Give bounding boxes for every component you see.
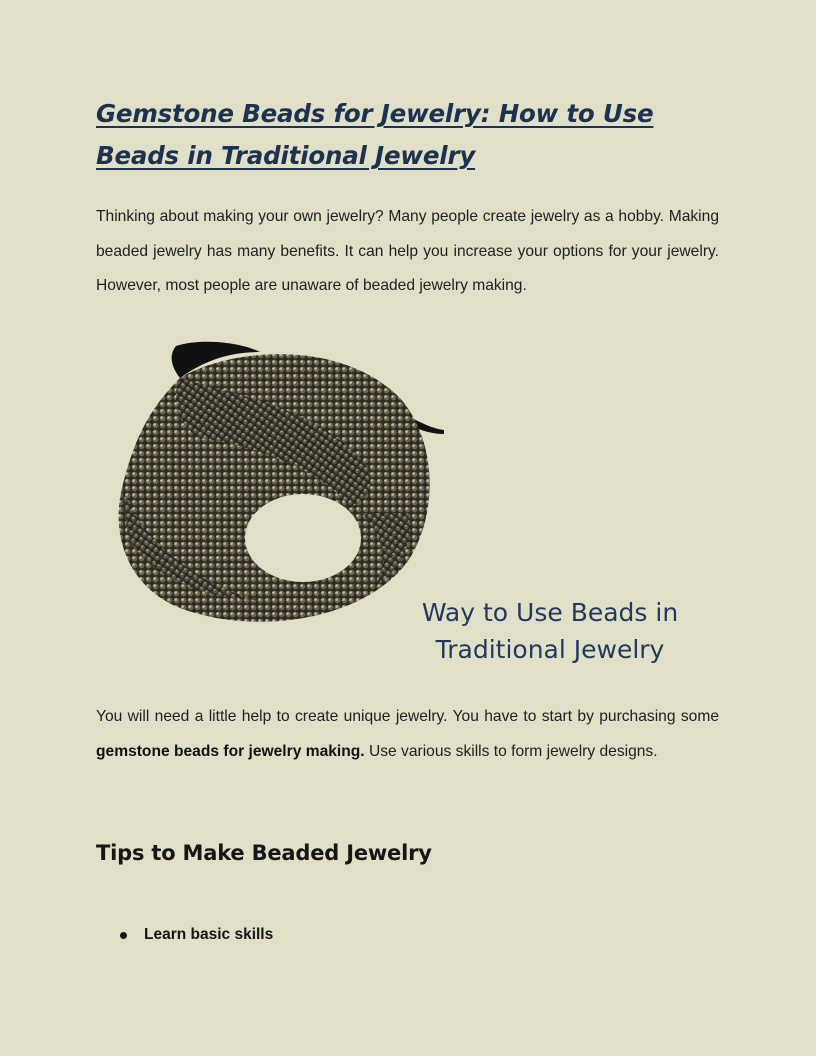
- section-heading: Tips to Make Beaded Jewelry: [96, 841, 432, 865]
- bullet-icon: [120, 932, 127, 939]
- bead-coil-outer: [119, 354, 430, 622]
- page-title: Gemstone Beads for Jewelry: How to Use Beads in Traditional Jewelry: [96, 99, 654, 170]
- bead-coil-hole: [245, 494, 361, 582]
- image-caption-line-2: Traditional Jewelry: [435, 635, 665, 664]
- body-text-tail: Use various skills to form jewelry designs.: [364, 742, 658, 760]
- image-caption: [400, 594, 700, 668]
- bead-strands-image: [110, 338, 450, 628]
- image-caption-line-1: Way to Use Beads in: [421, 598, 679, 627]
- intro-paragraph: Thinking about making your own jewelry? Many people create jewelry as a hobby. Making beaded jewelry has many benefits. It can help you increase your options for your jewelry. However, most people are unaware of beaded jewelry making.: [96, 208, 719, 294]
- tips-list-item: [120, 926, 273, 944]
- body-text-lead: You will need a little help to create unique jewelry. You have to start by purchasing some: [96, 708, 719, 725]
- tips-list: [120, 926, 273, 944]
- body-text-bold-link: gemstone beads for jewelry making.: [96, 742, 365, 760]
- body-paragraph: [96, 700, 719, 769]
- tips-item-label: Learn basic skills: [144, 926, 274, 943]
